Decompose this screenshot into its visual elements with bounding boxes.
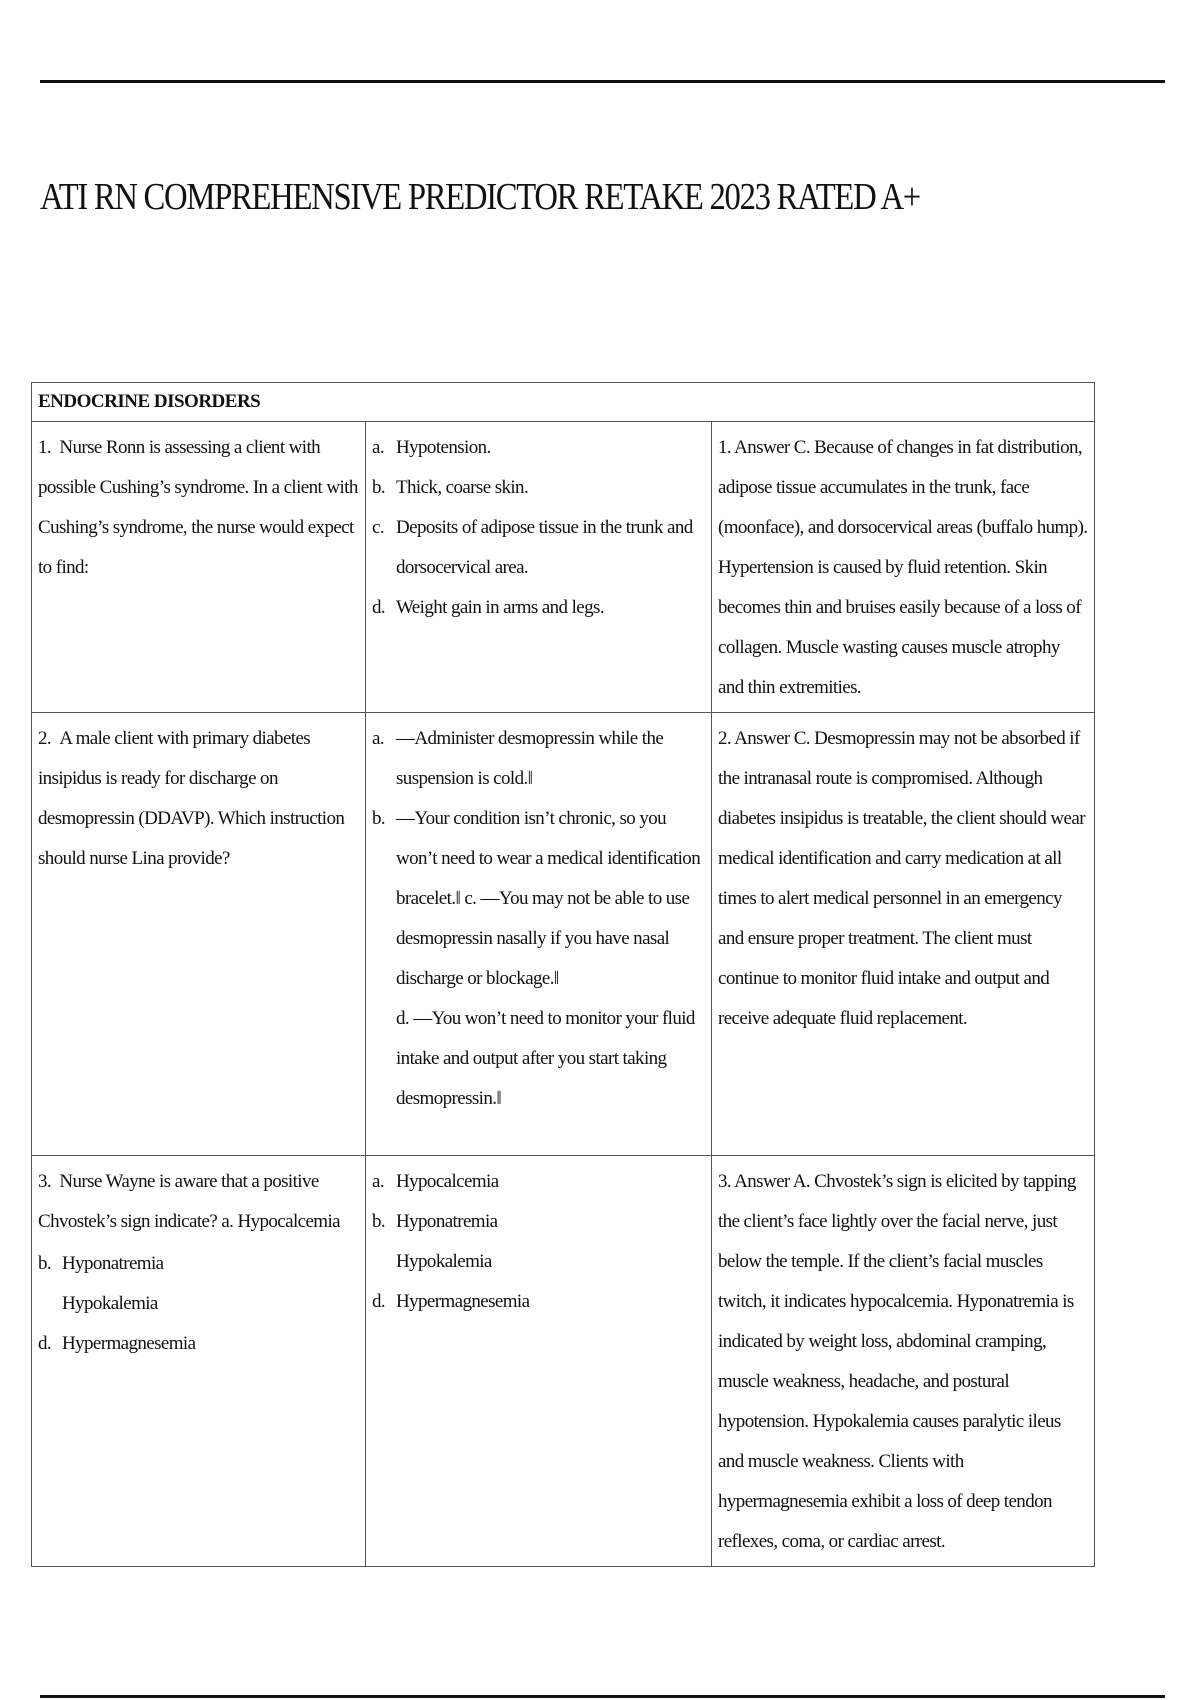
options-cell (366, 1156, 712, 1567)
option-item: d. ―You won’t need to monitor your fluid intake and output after you start taking desmopressin.‖ (396, 1008, 695, 1109)
answer-cell (712, 422, 1095, 713)
top-rule (40, 80, 1165, 83)
options-cell (366, 422, 712, 713)
option-item: a. Hypotension. (372, 437, 491, 458)
answer-text: 1. Answer C. Because of changes in fat distribution, adipose tissue accumulates in the trunk, face (moonface), and dorsocervical areas (buffalo hump). Hypertension is caused by fluid retention. Skin becomes thin and bruises easily because of a loss of collagen. Muscle wasting causes muscle atrophy and thin extremities. (718, 437, 1088, 698)
question-sub-item: b. Hyponatremia (38, 1253, 164, 1274)
question-sub-item: d. Hypermagnesemia (38, 1333, 196, 1354)
answer-text: 2. Answer C. Desmopressin may not be absorbed if the intranasal route is compromised. Although diabetes insipidus is treatable, the client should wear medical identification and carry medication at all times to alert medical personnel in an emergency and ensure proper treatment. The client must continue to monitor fluid intake and output and receive adequate fluid replacement. (718, 728, 1085, 1029)
question-text: 1. Nurse Ronn is assessing a client with possible Cushing’s syndrome. In a client with Cushing’s syndrome, the nurse would expect to find: (38, 437, 358, 578)
option-item: Hypokalemia (396, 1251, 492, 1272)
option-item: a. Hypocalcemia (372, 1171, 499, 1192)
option-item: c. Deposits of adipose tissue in the trunk and dorsocervical area. (372, 517, 693, 578)
section-heading: ENDOCRINE DISORDERS (32, 383, 1095, 422)
option-item: b. Hyponatremia (372, 1211, 498, 1232)
question-text: 3. Nurse Wayne is aware that a positive Chvostek’s sign indicate? a. Hypocalcemia (38, 1171, 340, 1232)
answer-cell (712, 1156, 1095, 1567)
option-item: d. Hypermagnesemia (372, 1291, 530, 1312)
option-item: b. Thick, coarse skin. (372, 477, 529, 498)
option-item: a. ―Administer desmopressin while the suspension is cold.‖ (372, 728, 664, 789)
question-sub-list (38, 1244, 359, 1364)
question-cell (32, 713, 366, 1156)
table-row (32, 1156, 1095, 1567)
table-row (32, 422, 1095, 713)
question-sub-item: Hypokalemia (62, 1293, 158, 1314)
qa-table (31, 382, 1095, 1567)
qa-table-wrapper (31, 382, 1094, 1567)
answer-cell (712, 713, 1095, 1156)
options-cell (366, 713, 712, 1156)
question-text: 2. A male client with primary diabetes insipidus is ready for discharge on desmopressin (DDAVP). Which instruction should nurse Lina provide? (38, 728, 345, 869)
answer-text: 3. Answer A. Chvostek’s sign is elicited by tapping the client’s face lightly over the facial nerve, just below the temple. If the client’s facial muscles twitch, it indicates hypocalcemia. Hyponatremia is indicated by weight loss, abdominal cramping, muscle weakness, headache, and postural hypotension. Hypokalemia causes paralytic ileus and muscle weakness. Clients with hypermagnesemia exhibit a loss of deep tendon reflexes, coma, or cardiac arrest. (718, 1171, 1076, 1552)
option-item: b. ―Your condition isn’t chronic, so you won’t need to wear a medical identification bracelet.‖ c. ―You may not be able to use desmopressin nasally if you have nasal discharge or blockage.‖ (372, 808, 701, 989)
table-row (32, 713, 1095, 1156)
document-title: ATI RN COMPREHENSIVE PREDICTOR RETAKE 2023 RATED A+ (40, 176, 920, 218)
option-item: d. Weight gain in arms and legs. (372, 597, 604, 618)
bottom-rule (40, 1695, 1165, 1698)
question-cell (32, 1156, 366, 1567)
question-cell (32, 422, 366, 713)
